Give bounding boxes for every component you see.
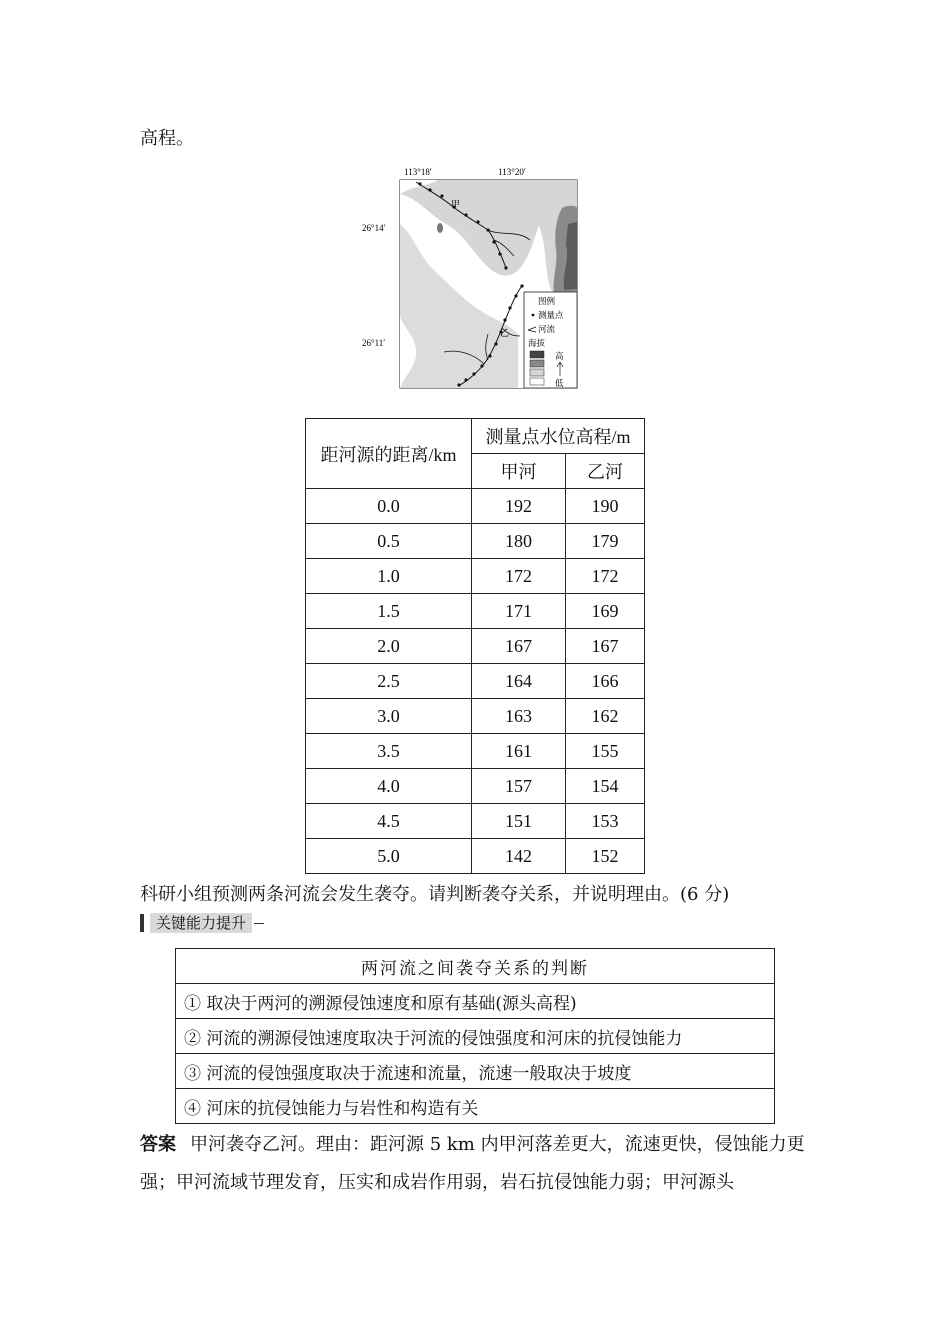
river-jia-label: 甲	[451, 200, 461, 210]
answer-text: 甲河袭夺乙河。理由：距河源 5 km 内甲河落差更大，流速更快，侵蚀能力更强；甲河流域节理发育，压实和成岩作用弱，岩石抗侵蚀能力弱；甲河源头	[140, 1134, 805, 1193]
answer-block	[140, 1126, 820, 1202]
river-yi-label: 乙	[500, 329, 510, 339]
legend-river: 河流	[538, 325, 556, 335]
table-row: 0.5 180 179	[306, 524, 645, 559]
col-jia-header: 甲河	[472, 454, 566, 489]
legend-low: 低	[555, 379, 564, 389]
lat-label-top: 26°14′	[362, 223, 386, 233]
table-row: 4.0 157 154	[306, 769, 645, 804]
table-row: 3.0 163 162	[306, 699, 645, 734]
box-item: ② 河流的溯源侵蚀速度取决于河流的侵蚀强度和河床的抗侵蚀能力	[176, 1019, 775, 1054]
table-row: 2.5 164 166	[306, 664, 645, 699]
elevation-table	[305, 418, 645, 874]
section-bar	[140, 914, 144, 932]
col-yi-header: 乙河	[566, 454, 645, 489]
col-distance-header: 距河源的距离/km	[306, 419, 472, 489]
col-group-header: 测量点水位高程/m	[472, 419, 645, 454]
lon-label-left: 113°18′	[404, 167, 432, 177]
section-header	[140, 913, 264, 933]
table-row: 2.0 167 167	[306, 629, 645, 664]
table-row: 4.5 151 153	[306, 804, 645, 839]
box-item: ① 取决于两河的溯源侵蚀速度和原有基础(源头高程)	[176, 984, 775, 1019]
key-points-box	[175, 948, 775, 1124]
table-row: 3.5 161 155	[306, 734, 645, 769]
table-row: 1.5 171 169	[306, 594, 645, 629]
river-map	[358, 164, 580, 392]
intro-text: 高程。	[140, 128, 194, 149]
question-text: 科研小组预测两条河流会发生袭夺。请判断袭夺关系，并说明理由。(6 分)	[140, 884, 730, 905]
map-legend	[524, 292, 577, 389]
legend-elev: 海拔	[528, 339, 546, 349]
box-item: ④ 河床的抗侵蚀能力与岩性和构造有关	[176, 1089, 775, 1124]
section-label: 关键能力提升	[150, 913, 252, 933]
section-tail	[254, 923, 264, 924]
legend-high: 高	[555, 352, 564, 362]
legend-point: 测量点	[538, 311, 564, 321]
lat-label-bottom: 26°11′	[362, 338, 386, 348]
box-item: ③ 河流的侵蚀强度取决于流速和流量，流速一般取决于坡度	[176, 1054, 775, 1089]
table-row: 0.0 192 190	[306, 489, 645, 524]
lon-label-right: 113°20′	[498, 167, 526, 177]
answer-label: 答案	[140, 1134, 176, 1155]
table-row: 1.0 172 172	[306, 559, 645, 594]
legend-title: 图例	[538, 297, 556, 307]
box-title: 两河流之间袭夺关系的判断	[176, 949, 775, 984]
table-row: 5.0 142 152	[306, 839, 645, 874]
